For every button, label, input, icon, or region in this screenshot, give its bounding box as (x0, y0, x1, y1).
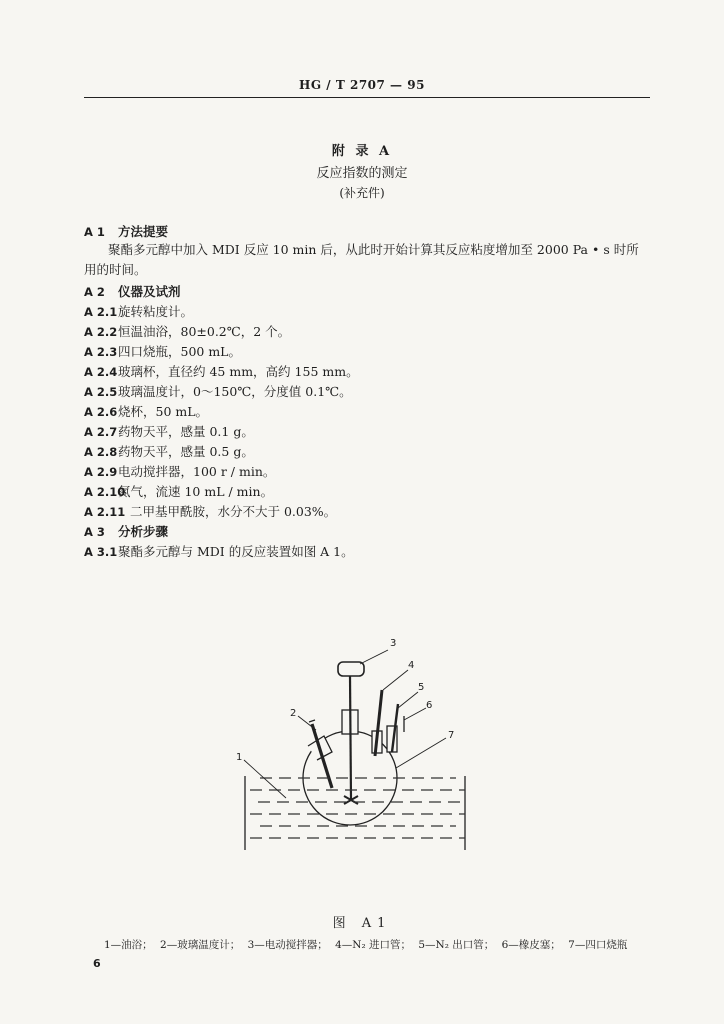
item-number: A 2.11 (84, 505, 126, 519)
item-number: A 2.2 (84, 325, 118, 339)
item-text: 药物天平，感量 0.1 g。 (118, 424, 254, 439)
legend-item: 3—电动搅拌器； (247, 939, 328, 951)
item-text: 二甲基甲酰胺，水分不大于 0.03%。 (130, 504, 337, 519)
legend-item: 2—玻璃温度计； (160, 939, 241, 951)
leader-line-2 (298, 716, 316, 730)
list-item (84, 402, 208, 420)
item-text: 氮气，流速 10 mL / min。 (118, 484, 274, 499)
section-number: A 3 (84, 525, 105, 539)
leader-line-6 (404, 708, 426, 720)
list-item (84, 482, 273, 500)
item-text: 电动搅拌器，100 r / min。 (118, 464, 276, 479)
list-item (84, 382, 352, 400)
figure-label-7: 7 (448, 730, 455, 741)
item-number: A 2.7 (84, 425, 118, 439)
figure-label-1: 1 (236, 752, 243, 763)
a1-paragraph: 聚酯多元醇中加入 MDI 反应 10 min 后，从此时开始计算其反应粘度增加至 2000 Pa • s 时所用的时间。 (84, 242, 639, 277)
item-text: 玻璃温度计，0～150℃，分度值 0.1℃。 (118, 384, 352, 399)
figure-label-6: 6 (426, 700, 433, 711)
leader-line-3 (360, 650, 388, 664)
leader-line-1 (244, 760, 286, 798)
item-text: 药物天平，感量 0.5 g。 (118, 444, 254, 459)
legend-item: 1—油浴； (104, 939, 153, 951)
item-number: A 2.3 (84, 345, 118, 359)
list-item (84, 502, 336, 520)
leader-line-7 (396, 738, 446, 768)
list-item (84, 302, 193, 320)
item-number: A 2.6 (84, 405, 118, 419)
appendix-subtitle: 反应指数的测定 (316, 166, 408, 181)
figure-label-2: 2 (290, 708, 297, 719)
section-heading-a2 (84, 282, 181, 300)
stirrer-rod (350, 676, 351, 800)
figure-legend (104, 937, 631, 952)
list-item (84, 542, 354, 560)
list-item (84, 422, 254, 440)
figure-label-5: 5 (418, 682, 425, 693)
legend-item: 4—N₂ 进口管； (335, 939, 412, 951)
leader-line-5 (398, 692, 418, 708)
list-item (84, 442, 254, 460)
item-number: A 3.1 (84, 545, 118, 559)
section-number: A 2 (84, 285, 105, 299)
legend-item: 6—橡皮塞； (501, 939, 561, 951)
section-heading-a1 (84, 222, 168, 240)
leader-line-4 (383, 670, 408, 690)
item-number: A 2.8 (84, 445, 118, 459)
item-number: A 2.9 (84, 465, 118, 479)
item-text: 恒温油浴，80±0.2℃，2 个。 (118, 324, 291, 339)
section-title: 仪器及试剂 (118, 284, 181, 299)
item-text: 玻璃杯，直径约 45 mm，高约 155 mm。 (118, 364, 359, 379)
section-title: 方法提要 (118, 224, 169, 239)
reaction-apparatus-figure (220, 628, 480, 858)
list-item (84, 342, 241, 360)
legend-item: 7—四口烧瓶 (568, 939, 628, 951)
list-item (84, 322, 290, 340)
standard-code-header: HG / T 2707 — 95 (299, 78, 425, 92)
appendix-title: 附 录 A (331, 144, 393, 159)
section-title: 分析步骤 (118, 524, 169, 539)
figure-caption: 图 A1 (332, 916, 392, 931)
item-number: A 2.10 (84, 485, 126, 499)
list-item (84, 362, 359, 380)
item-text: 烧杯，50 mL。 (118, 404, 209, 419)
oil-bath-liquid (250, 778, 465, 838)
item-number: A 2.5 (84, 385, 118, 399)
item-number: A 2.4 (84, 365, 118, 379)
page-number: 6 (93, 957, 101, 970)
section-number: A 1 (84, 225, 105, 239)
appendix-note: (补充件) (339, 186, 385, 200)
legend-item: 5—N₂ 出口管； (418, 939, 495, 951)
list-item (84, 462, 275, 480)
item-number: A 2.1 (84, 305, 118, 319)
header-rule (84, 97, 650, 98)
item-text: 四口烧瓶，500 mL。 (118, 344, 241, 359)
item-text: 聚酯多元醇与 MDI 的反应装置如图 A 1。 (118, 544, 354, 559)
item-text: 旋转粘度计。 (118, 304, 194, 319)
figure-label-4: 4 (408, 660, 415, 671)
section-heading-a3 (84, 522, 168, 540)
figure-label-3: 3 (390, 638, 397, 649)
